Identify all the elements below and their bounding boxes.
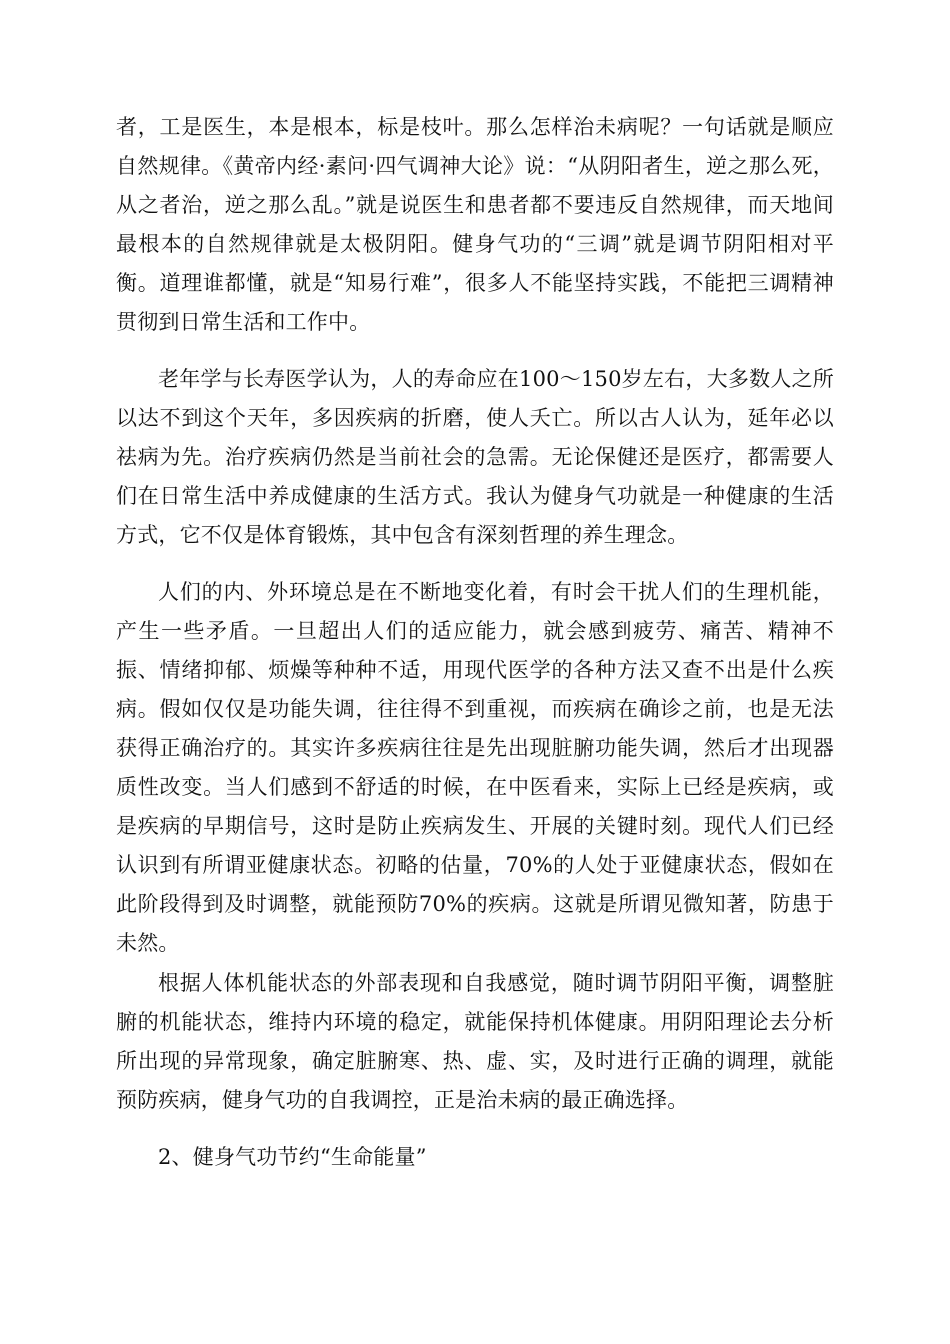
paragraph-1: 者，工是医生，本是根本，标是枝叶。那么怎样治未病呢？一句话就是顺应自然规律。《黄帝内经·素问·四气调神大论》说：“从阴阳者生，逆之那么死，从之者治，逆之那么乱。”就是说医生和患者都不要违反自然规律，而天地间最根本的自然规律就是太极阴阳。健身气功的“三调”就是调节阴阳相对平衡。道理谁都懂，就是“知易行难”，很多人不能坚持实践，不能把三调精神贯彻到日常生活和工作中。: [116, 115, 834, 334]
paragraph-3: 人们的内、外环境总是在不断地变化着，有时会干扰人们的生理机能，产生一些矛盾。一旦超出人们的适应能力，就会感到疲劳、痛苦、精神不振、情绪抑郁、烦燥等种种不适，用现代医学的各种方法又查不出是什么疾病。假如仅仅是功能失调，往往得不到重视，而疾病在确诊之前，也是无法获得正确治疗的。其实许多疾病往往是先出现脏腑功能失调，然后才出现器质性改变。当人们感到不舒适的时候，在中医看来，实际上已经是疾病，或是疾病的早期信号，这时是防止疾病发生、开展的关键时刻。现代人们已经认识到有所谓亚健康状态。初略的估量，70%的人处于亚健康状态，假如在此阶段得到及时调整，就能预防70%的疾病。这就是所谓见微知著，防患于未然。: [116, 580, 834, 955]
paragraph-2: 老年学与长寿医学认为，人的寿命应在100～150岁左右，大多数人之所以达不到这个天年，多因疾病的折磨，使人夭亡。所以古人认为，延年必以祛病为先。治疗疾病仍然是当前社会的急需。无论保健还是医疗，都需要人们在日常生活中养成健康的生活方式。我认为健身气功就是一种健康的生活方式，它不仅是体育锻炼，其中包含有深刻哲理的养生理念。: [116, 367, 834, 547]
paragraph-4: 根据人体机能状态的外部表现和自我感觉，随时调节阴阳平衡，调整脏腑的机能状态，维持内环境的稳定，就能保持机体健康。用阴阳理论去分析所出现的异常现象，确定脏腑寒、热、虚、实，及时进行正确的调理，就能预防疾病，健身气功的自我调控，正是治未病的最正确选择。: [116, 971, 834, 1112]
section-heading: 2、健身气功节约“生命能量”: [158, 1145, 427, 1169]
